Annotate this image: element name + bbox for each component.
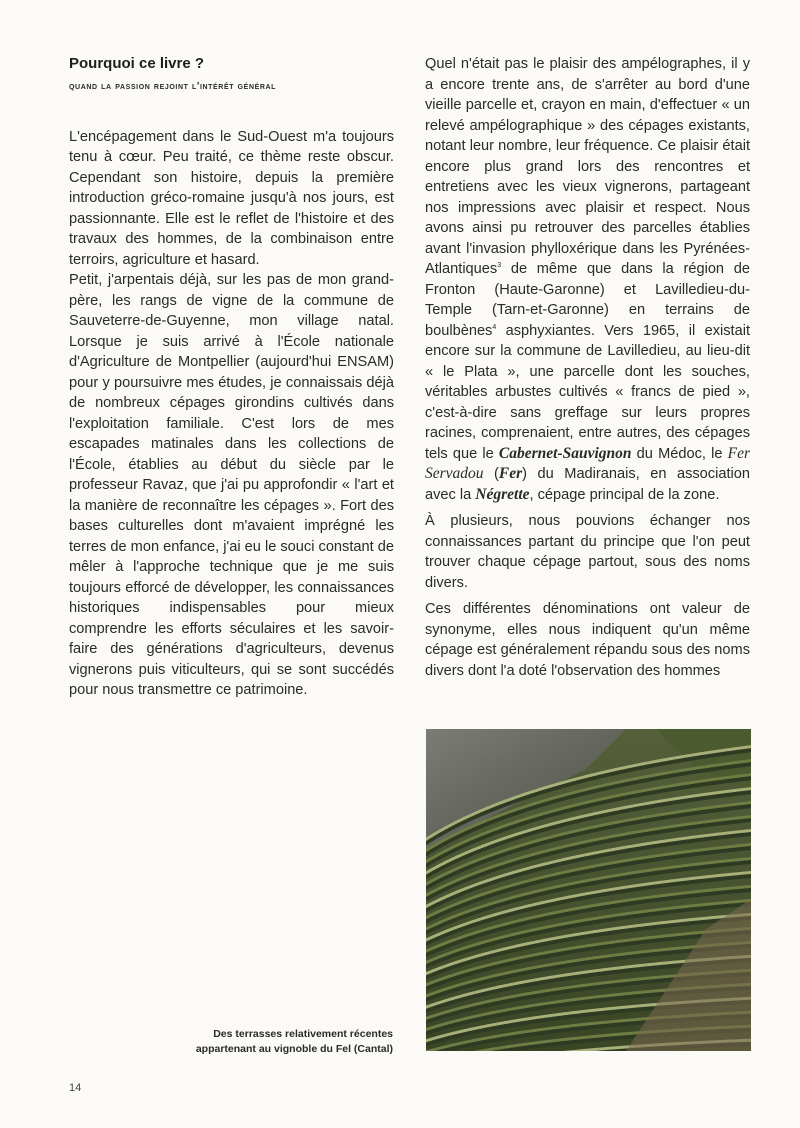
vineyard-terraces-photo	[426, 729, 751, 1051]
paragraph: Ces différentes dénominations ont valeur de synonyme, elles nous indiquent qu'un même cépage est généralement répandu sous des noms divers dont l'a doté l'observation des hommes	[425, 601, 750, 679]
caption-line: Des terrasses relativement récentes	[213, 1028, 393, 1040]
grape-variety-name: Négrette	[475, 485, 530, 503]
text-run: de même que dans la région de Fronton (Haute-Garonne) et Lavilledieu-du-Temple (Tarn-et-Garonne) en terrains de boulbènes	[425, 261, 750, 339]
grape-variety-name: Cabernet-Sauvignon	[498, 444, 632, 462]
page-number: 14	[69, 1082, 82, 1094]
text-run: asphyxiantes. Vers 1965, il existait encore sur la commune de Lavilledieu, au lieu-dit « le Plata », une parcelle dont les souches, véritables arbustes cultivés « francs de pied », c'est-à-dire sans greffage sur leurs propres racines, comprenaient, entre autres, des cépages tels que le	[425, 322, 750, 462]
page-subtitle: quand la passion rejoint l'intérêt général	[69, 80, 277, 92]
page-title: Pourquoi ce livre ?	[69, 55, 205, 72]
right-column	[425, 54, 750, 681]
grape-variety-name: Fer	[498, 465, 523, 482]
paragraph: Petit, j'arpentais déjà, sur les pas de mon grand-père, les rangs de vigne de la commune de Sauveterre-de-Guyenne, mon village natal. Lorsque je suis arrivé à l'École nationale d'Agriculture de Montpellier (aujourd'hui ENSAM) pour y poursuivre mes études, je connaissais déjà de nombreux cépages girondins cultivés dans l'exploitation familiale. C'est lors de mes escapades matinales dans les collections de l'École, établies au début du siècle par le professeur Ravaz, que j'ai pu approfondir « l'art et la manière de reconnaître les cépages ». Fort des bases culturelles dont m'avaient imprégné les terres de mon enfance, j'ai eu le souci constant de mêler à l'approche technique que je me suis toujours efforcé de développer, les connaissances historiques indispensables pour mieux comprendre les efforts séculaires et les savoir-faire des générations d'agriculteurs, devenus vignerons puis viticulteurs, qui se sont succédés pour nous transmettre ce patrimoine.	[69, 272, 394, 698]
paragraph: À plusieurs, nous pouvions échanger nos connaissances partant du principe que l'on peut trouver chaque cépage partout, sous des noms divers.	[425, 513, 750, 591]
text-run: ) du Madiranais, en association avec la	[425, 466, 750, 503]
vineyard-terraces-illustration	[426, 729, 751, 1051]
footnote-ref: 3	[497, 262, 502, 270]
paragraph	[425, 54, 750, 505]
footnote-ref: 4	[492, 323, 497, 331]
figure-caption	[150, 1027, 393, 1056]
text-run: (	[483, 466, 499, 482]
grape-variety-name: Fer Servadou	[425, 444, 750, 482]
left-column	[69, 54, 394, 701]
text-run: Quel n'était pas le plaisir des ampélographes, il y a encore trente ans, de s'arrêter au bord d'une vieille parcelle et, crayon en main, d'effectuer « un relevé ampélographique » des cépages existants, notant leur nombre, leur fréquence. Ce plaisir était encore plus grand lors des rencontres et entretiens avec les vieux vignerons, partageant nos impressions avec plaisir et respect. Nous avons ainsi pu retrouver des parcelles établies avant l'invasion phylloxérique dans les Pyrénées-Atlantiques	[425, 56, 750, 277]
text-run: , cépage principal de la zone.	[529, 486, 720, 503]
caption-line: appartenant au vignoble du Fel (Cantal)	[195, 1042, 393, 1055]
paragraph: L'encépagement dans le Sud-Ouest m'a toujours tenu à cœur. Peu traité, ce thème reste obscur. Cependant son histoire, depuis la première introduction gréco-romaine jusqu'à nos jours, est passionnante. Elle est le reflet de l'histoire et des travaux des hommes, de la combinaison entre terroirs, agriculture et hasard.	[69, 128, 394, 268]
text-run: du Médoc, le	[631, 445, 728, 462]
